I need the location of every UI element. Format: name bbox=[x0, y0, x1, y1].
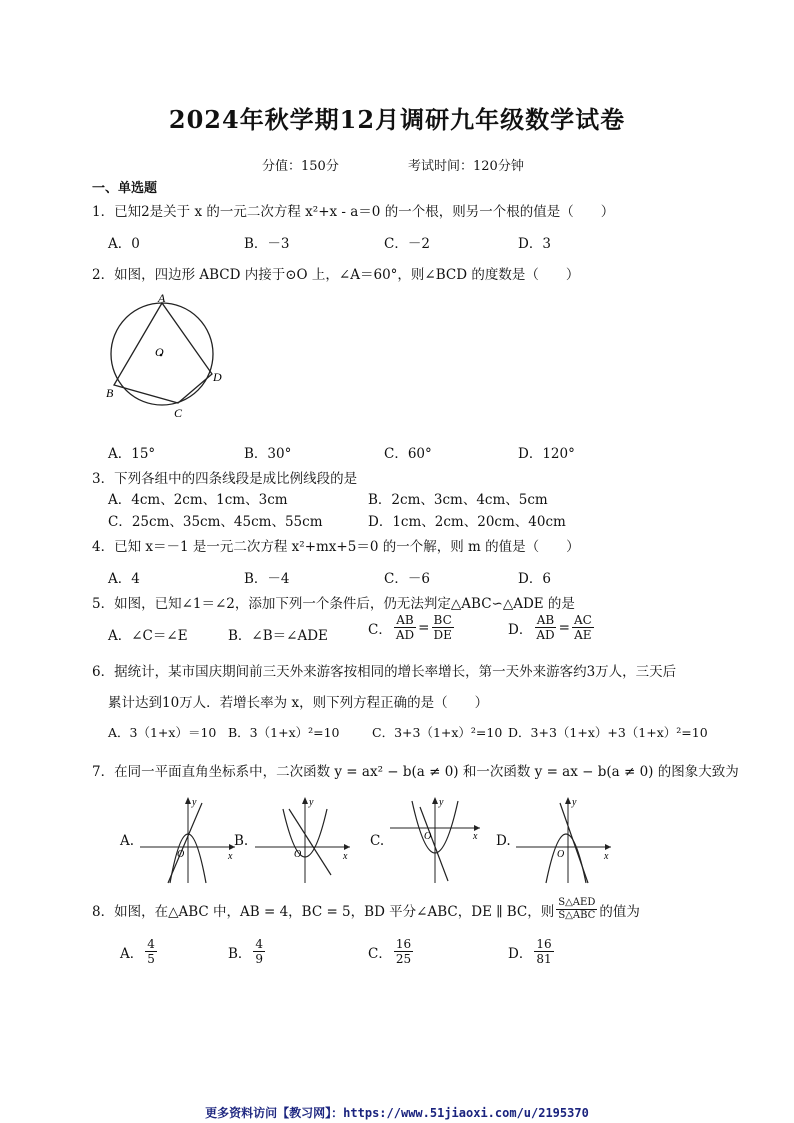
frac-den: 9 bbox=[255, 952, 264, 966]
q3-option-a: A．4cm、2cm、1cm、3cm bbox=[108, 492, 288, 508]
q5-option-a: A．∠C＝∠E bbox=[108, 628, 188, 644]
page-title: 2024年秋学期12月调研九年级数学试卷 bbox=[168, 105, 626, 134]
q4-option-d: D．6 bbox=[518, 571, 551, 587]
question-6-line-2: 累计达到10万人．若增长率为 x，则下列方程正确的是（ ） bbox=[108, 695, 489, 711]
frac-den: 25 bbox=[395, 952, 412, 966]
q1-option-c: C．－2 bbox=[384, 236, 430, 252]
frac-num: AB bbox=[536, 613, 555, 627]
question-6-line-1: 6．据统计，某市国庆期间前三天外来游客按相同的增长率增长，第一天外来游客约3万人，三天后 bbox=[92, 664, 677, 680]
question-5: 5．如图，已知∠1＝∠2，添加下列一个条件后，仍无法判定△ABC∽△ADE 的是 bbox=[92, 596, 575, 612]
q1-option-b: B．－3 bbox=[244, 236, 290, 252]
frac-den: AE bbox=[574, 628, 592, 642]
q7-graph-a bbox=[140, 795, 240, 885]
y-axis-label: y bbox=[439, 797, 444, 808]
frac-num: 16 bbox=[536, 937, 552, 951]
q6-option-b: B．3（1+x）²=10 bbox=[228, 725, 340, 740]
frac-den: AD bbox=[395, 628, 415, 642]
q4-option-c: C．－6 bbox=[384, 571, 430, 587]
question-8-tail: 的值为 bbox=[599, 903, 640, 920]
x-axis-label: x bbox=[604, 851, 609, 862]
y-axis-label: y bbox=[192, 797, 197, 808]
q7-option-d: D. bbox=[496, 833, 511, 849]
frac-den: AD bbox=[536, 628, 555, 642]
q3-option-b: B．2cm、3cm、4cm、5cm bbox=[368, 492, 548, 508]
label-a: A bbox=[158, 291, 166, 305]
q5-option-b: B．∠B＝∠ADE bbox=[228, 628, 328, 644]
q7-option-b: B. bbox=[234, 833, 249, 849]
question-7: 7．在同一平面直角坐标系中，二次函数 y = ax² − b(a ≠ 0) 和一次函数 y = ax − b(a ≠ 0) 的图象大致为 bbox=[92, 764, 739, 780]
q1-option-a: A．0 bbox=[108, 236, 140, 252]
origin-label: O bbox=[424, 831, 432, 842]
question-2: 2．如图，四边形 ABCD 内接于⊙O 上，∠A＝60°，则∠BCD 的度数是（ ） bbox=[92, 267, 580, 283]
q1-option-d: D．3 bbox=[518, 236, 551, 252]
q6-option-a: A．3（1+x）＝10 bbox=[108, 725, 217, 740]
label-c: C bbox=[174, 406, 183, 420]
q3-option-c: C．25cm、35cm、45cm、55cm bbox=[108, 514, 323, 530]
frac-num: 4 bbox=[255, 937, 264, 951]
frac-num: 4 bbox=[147, 937, 155, 951]
x-axis-label: x bbox=[473, 831, 478, 842]
frac-num: AC bbox=[573, 613, 592, 627]
label-b: B bbox=[106, 386, 114, 400]
circle-figure bbox=[100, 290, 230, 420]
q8-option-d bbox=[508, 937, 556, 966]
q8-option-b bbox=[228, 937, 267, 966]
q2-option-c: C．60° bbox=[384, 446, 432, 462]
origin-label: O bbox=[294, 849, 302, 860]
q4-option-b: B．－4 bbox=[244, 571, 290, 587]
footer-link[interactable]: 更多资料访问【教习网】：https://www.51jiaoxi.com/u/2195370 bbox=[205, 1106, 589, 1120]
frac-den: 81 bbox=[536, 952, 552, 966]
ratio-den: S△ABC bbox=[558, 910, 596, 921]
question-8 bbox=[92, 897, 640, 922]
time-info: 考试时间：120分钟 bbox=[408, 159, 524, 174]
y-axis-label: y bbox=[309, 797, 314, 808]
section-heading: 一、单选题 bbox=[92, 181, 158, 196]
score-info: 分值：150分 bbox=[262, 159, 339, 174]
q4-option-a: A．4 bbox=[108, 571, 140, 587]
q6-option-d: D．3+3（1+x）+3（1+x）²=10 bbox=[508, 725, 708, 740]
q6-option-c: C．3+3（1+x）²=10 bbox=[372, 725, 503, 740]
question-1: 1．已知2是关于 x 的一元二次方程 x²+x - a＝0 的一个根，则另一个根的值是（ ） bbox=[92, 204, 615, 220]
ratio-num: S△AED bbox=[558, 897, 596, 908]
question-3: 3．下列各组中的四条线段是成比例线段的是 bbox=[92, 471, 358, 487]
q3-option-d: D．1cm、2cm、20cm、40cm bbox=[368, 514, 566, 530]
q8-option-c-label: C． bbox=[368, 945, 392, 962]
q8-option-a-label: A． bbox=[120, 945, 144, 962]
q8-option-b-label: B． bbox=[228, 945, 252, 962]
q7-option-a: A. bbox=[120, 833, 135, 849]
frac-den: DE bbox=[433, 628, 452, 642]
q5-option-d-label: D． bbox=[508, 621, 533, 638]
q7-graph-c bbox=[390, 795, 490, 885]
q2-option-a: A．15° bbox=[108, 446, 156, 462]
frac-den: 5 bbox=[147, 952, 155, 966]
q7-option-c: C. bbox=[370, 833, 385, 849]
q5-option-c: C． $\frac{AB}{AD}$ = $\frac{BC}{DE}$ bbox=[368, 613, 452, 642]
origin-label: O bbox=[177, 849, 185, 860]
question-4: 4．已知 x＝－1 是一元二次方程 x²+mx+5＝0 的一个解，则 m 的值是（ ） bbox=[92, 539, 580, 555]
y-axis-label: y bbox=[572, 797, 577, 808]
q2-option-d: D．120° bbox=[518, 446, 575, 462]
q5-option-c-label: C． bbox=[368, 621, 392, 638]
q7-graph-d bbox=[516, 795, 616, 885]
q7-graph-b bbox=[255, 795, 355, 885]
question-8-text: 8．如图，在△ABC 中，AB = 4，BC = 5，BD 平分∠ABC，DE ∥ BC，则 bbox=[92, 903, 555, 920]
q5-option-d: D． $\frac{AB}{AD}$ = $\frac{AC}{AE}$ bbox=[508, 613, 592, 642]
origin-label: O bbox=[557, 849, 565, 860]
q8-option-c bbox=[368, 937, 415, 966]
frac-num: BC bbox=[433, 613, 452, 627]
frac-num: 16 bbox=[395, 937, 412, 951]
x-axis-label: x bbox=[228, 851, 233, 862]
x-axis-label: x bbox=[343, 851, 348, 862]
frac-num: AB bbox=[396, 613, 414, 627]
q8-option-a bbox=[120, 937, 159, 966]
q2-option-b: B．30° bbox=[244, 446, 292, 462]
label-d: D bbox=[213, 370, 222, 384]
label-o: O bbox=[155, 345, 164, 359]
q8-option-d-label: D． bbox=[508, 945, 533, 962]
